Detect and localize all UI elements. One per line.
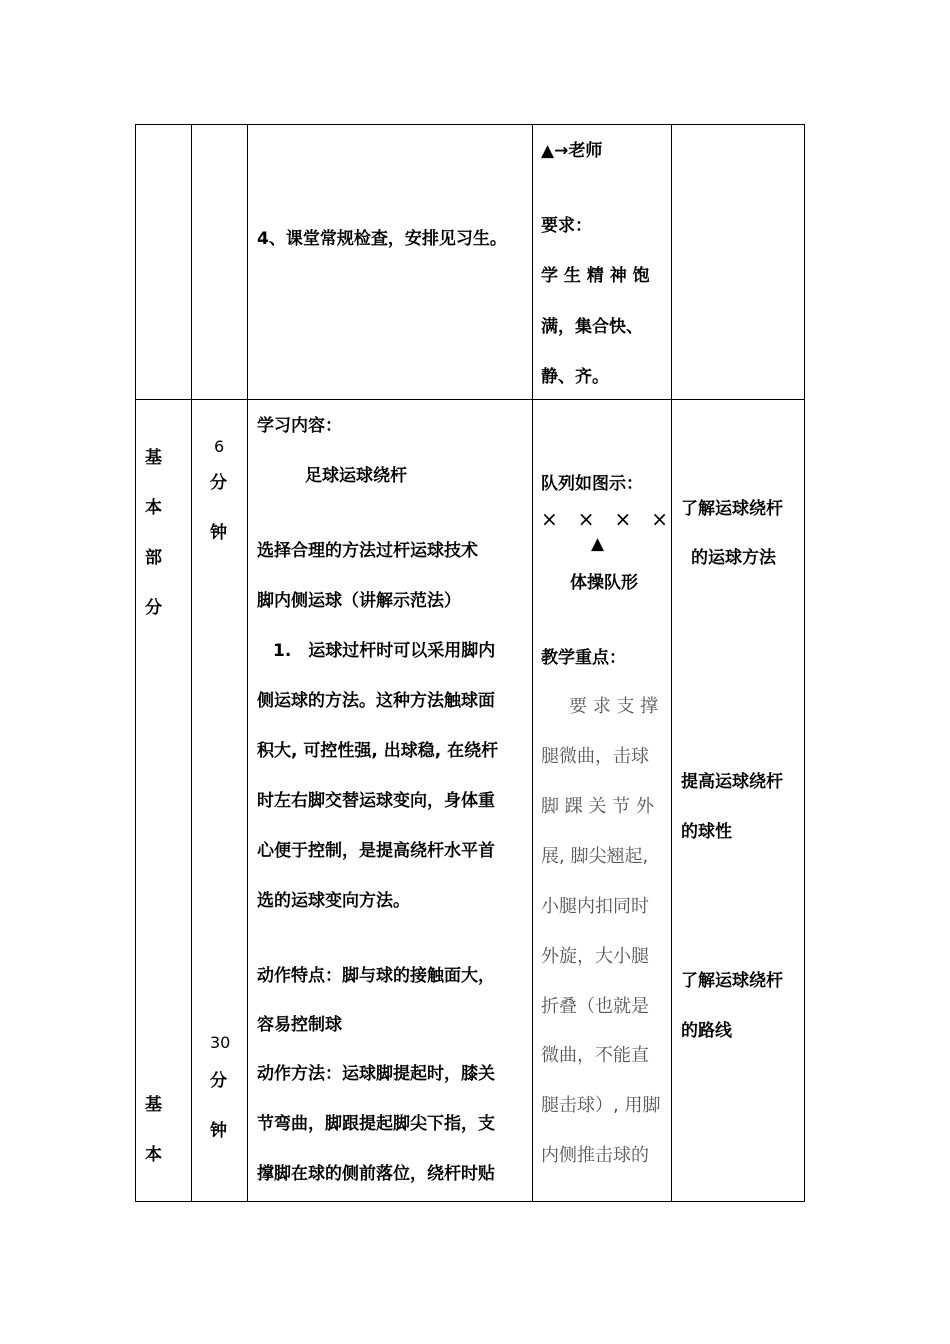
content-line: 足球运球绕杆: [305, 466, 407, 486]
teacher-triangle-icon: ▲: [591, 534, 605, 554]
requirement-line: 静、齐。: [541, 367, 609, 387]
content-line: 脚内侧运球（讲解示范法）: [257, 591, 461, 611]
focus-line: 脚 踝 关 节 外: [541, 796, 654, 817]
formation-label: 队列如图示：: [541, 474, 643, 494]
content-line: 心便于控制，是提高绕杆水平首: [257, 841, 495, 861]
objective-line: 的球性: [681, 822, 732, 842]
routine-check-text: 4、课堂常规检查，安排见习生。: [257, 229, 507, 249]
column-divider: [247, 125, 248, 1201]
section-char: 基: [145, 1095, 162, 1115]
objective-line: 了解运球绕杆: [681, 499, 783, 519]
focus-line: 腿击球）, 用脚: [541, 1095, 661, 1116]
content-line: 节弯曲，脚跟提起脚尖下指，支: [257, 1114, 495, 1134]
objective-line: 提高运球绕杆: [681, 772, 783, 792]
section-char: 分: [145, 598, 162, 618]
teacher-marker: ▲→老师: [541, 141, 603, 161]
content-line: 动作方法：运球脚提起时，膝关: [257, 1064, 495, 1084]
content-line: 容易控制球: [257, 1015, 342, 1035]
content-line: 1. 运球过杆时可以采用脚内: [273, 641, 496, 661]
row-divider: [136, 399, 804, 400]
column-divider: [532, 125, 533, 1201]
focus-line: 内侧推击球的: [541, 1145, 649, 1166]
focus-line: 展, 脚尖翘起,: [541, 846, 649, 867]
time-char: 钟: [210, 523, 227, 543]
focus-line: 小腿内扣同时: [541, 896, 649, 917]
focus-line: 外旋，大小腿: [541, 946, 649, 967]
objective-line: 的路线: [681, 1021, 732, 1041]
content-line: 选的运球变向方法。: [257, 891, 410, 911]
focus-line: 要 求 支 撑: [569, 696, 659, 717]
content-line: 选择合理的方法过杆运球技术: [257, 541, 478, 561]
content-line: 积大, 可控性强, 出球稳, 在绕杆: [257, 741, 499, 761]
section-char: 本: [145, 1145, 162, 1165]
content-line: 学习内容：: [257, 416, 342, 436]
time-char: 分: [210, 473, 227, 493]
section-char: 部: [145, 548, 162, 568]
time-char: 分: [210, 1071, 227, 1091]
requirement-line: 学 生 精 神 饱: [541, 266, 650, 286]
content-line: 侧运球的方法。这种方法触球面: [257, 691, 495, 711]
section-char: 基: [145, 448, 162, 468]
focus-line: 腿微曲，击球: [541, 746, 649, 767]
objective-line: 了解运球绕杆: [681, 971, 783, 991]
column-divider: [671, 125, 672, 1201]
time-minutes: 30: [210, 1033, 231, 1052]
requirement-line: 满，集合快、: [541, 317, 643, 337]
column-divider: [191, 125, 192, 1201]
formation-students: × × × ×: [541, 507, 669, 531]
content-line: 动作特点：脚与球的接触面大，: [257, 966, 495, 986]
lesson-plan-table: [135, 124, 805, 1202]
focus-line: 微曲，不能直: [541, 1045, 649, 1066]
content-line: 时左右脚交替运球变向，身体重: [257, 791, 495, 811]
formation-name: 体操队形: [570, 573, 638, 593]
teaching-focus-label: 教学重点：: [541, 648, 626, 668]
time-char: 钟: [210, 1121, 227, 1141]
requirement-label: 要求：: [541, 216, 592, 236]
time-minutes: 6: [214, 437, 225, 456]
objective-line: 的运球方法: [691, 548, 776, 568]
content-line: 撑脚在球的侧前落位，绕杆时贴: [257, 1164, 495, 1184]
focus-line: 折叠（也就是: [541, 996, 649, 1017]
section-char: 本: [145, 498, 162, 518]
